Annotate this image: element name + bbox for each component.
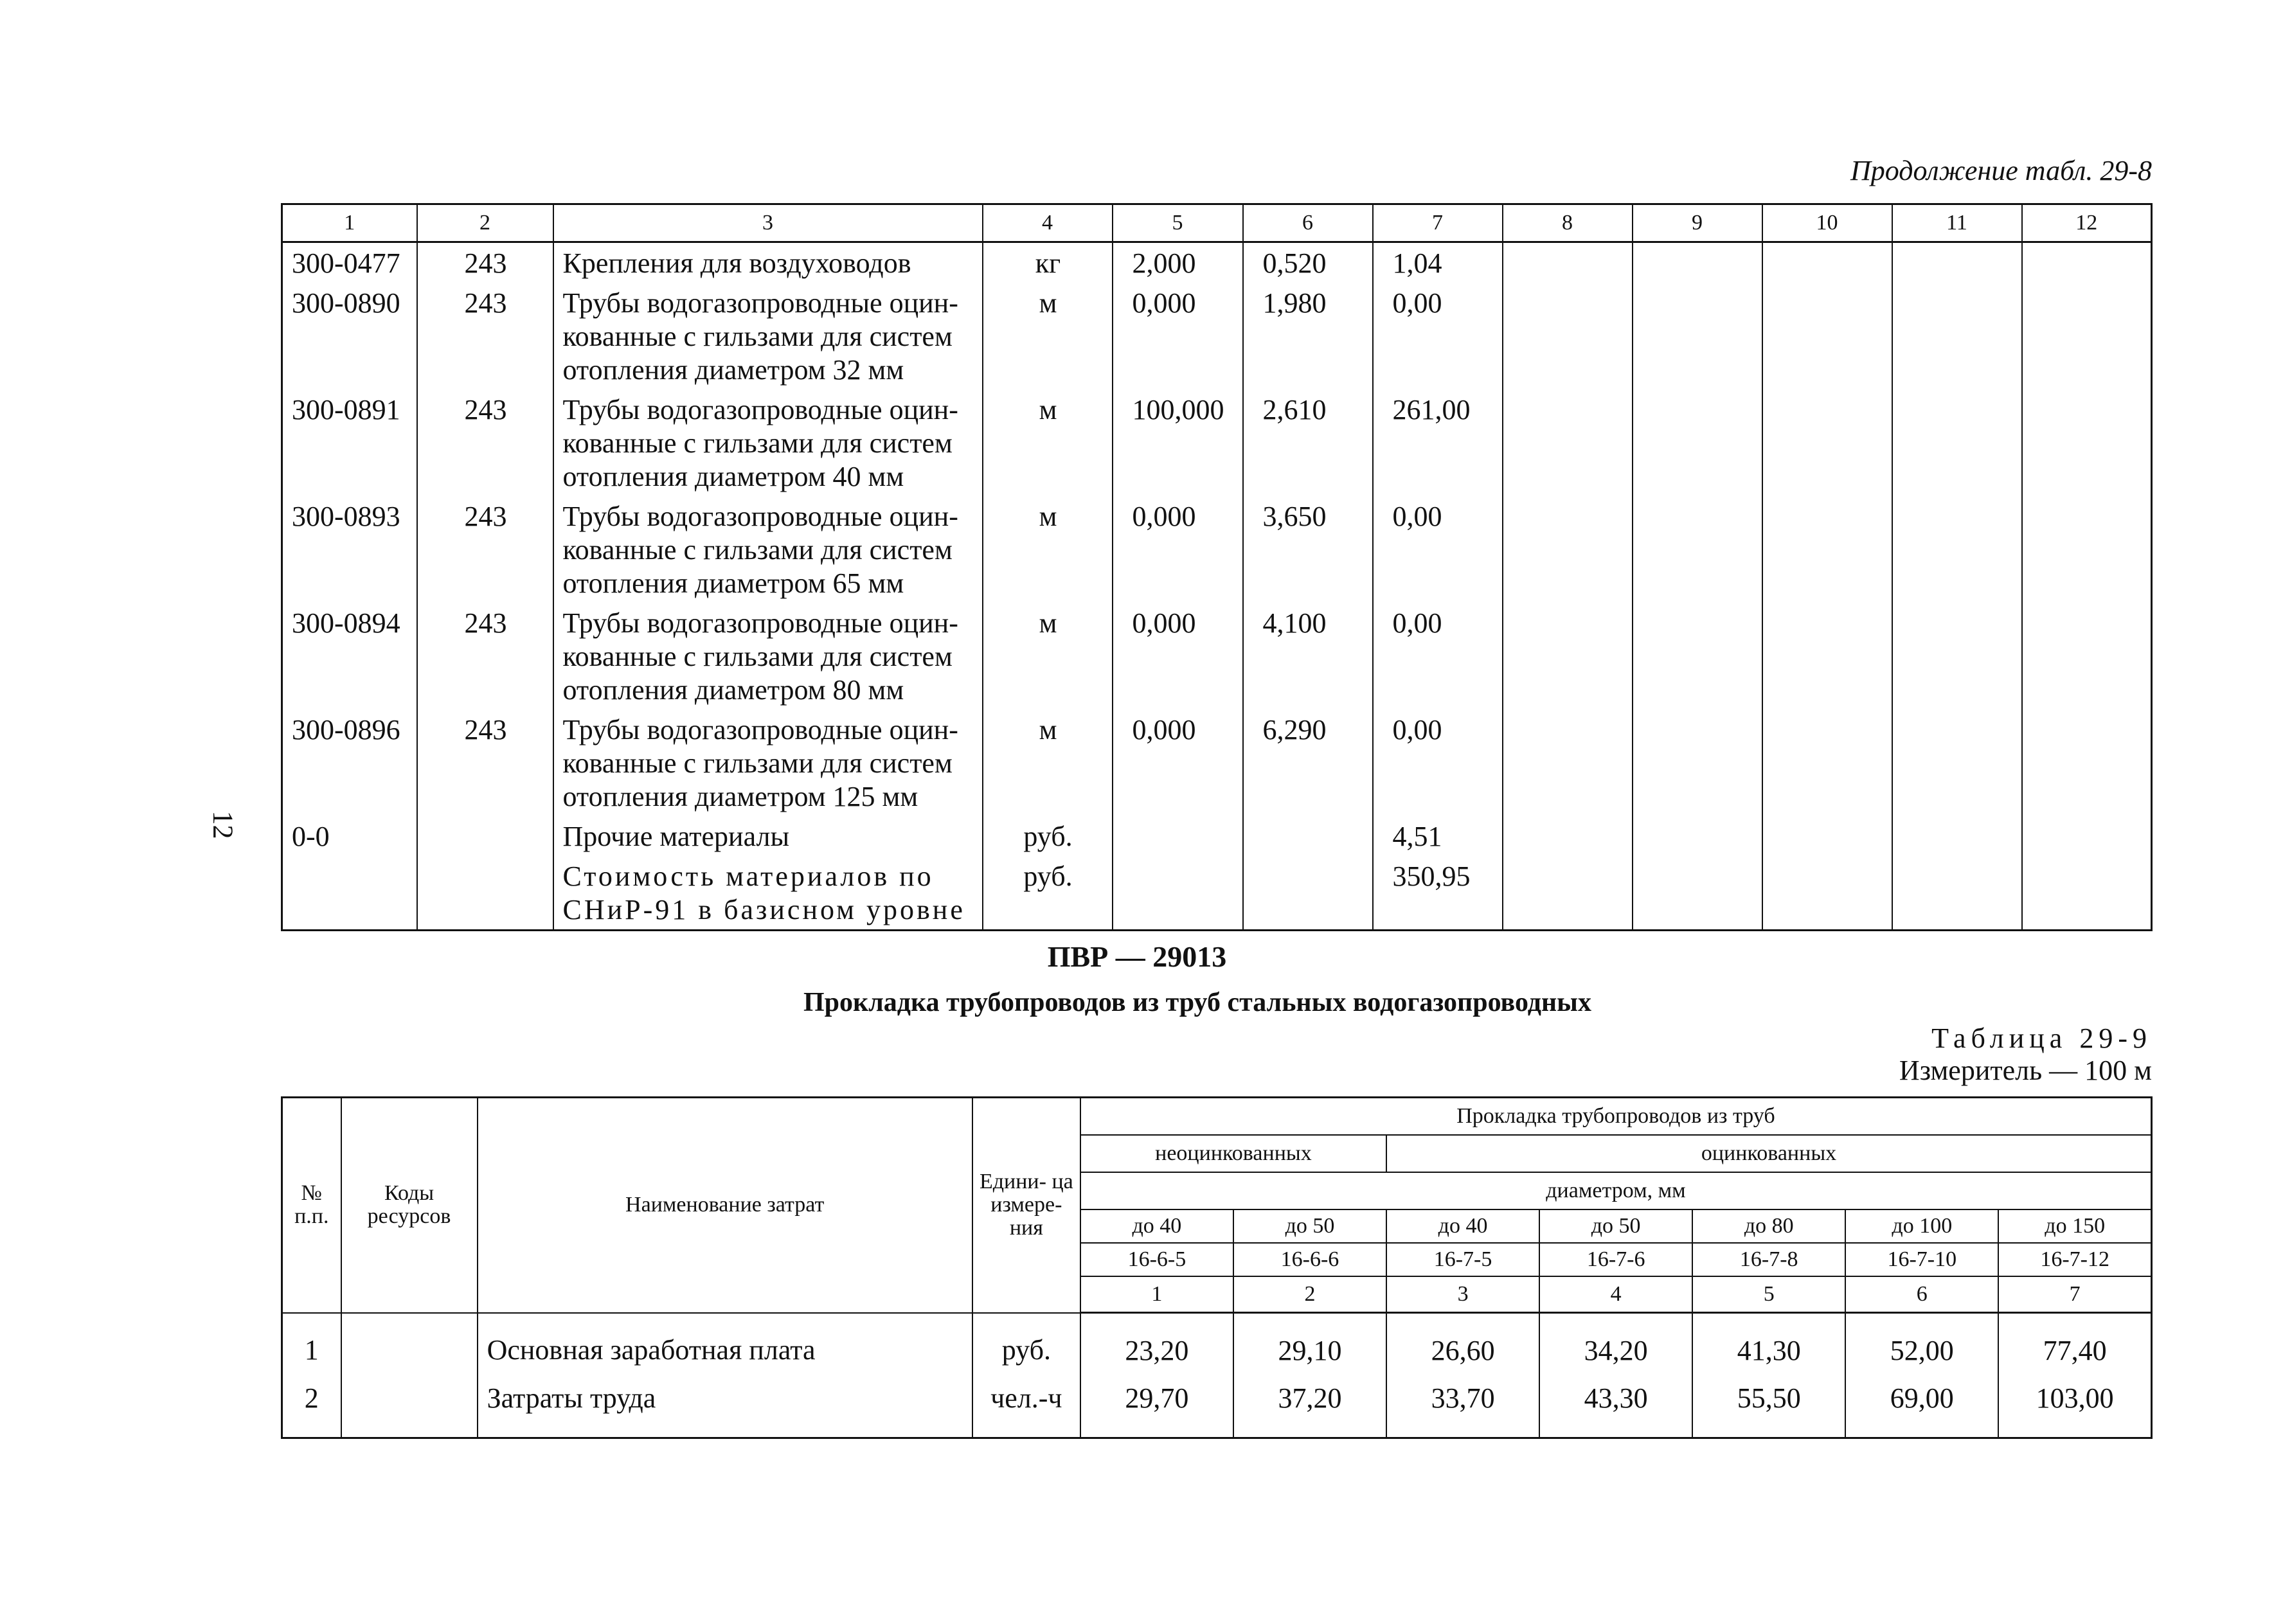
- material-name: [553, 242, 983, 283]
- header-size: до 50: [1233, 1209, 1386, 1243]
- row-number: 2: [282, 1374, 341, 1438]
- header-column-number: 7: [1998, 1276, 2151, 1313]
- empty-cell: [1633, 709, 1762, 816]
- cost-row: [282, 1374, 2152, 1438]
- material-row: [282, 856, 2152, 931]
- material-row: [282, 496, 2152, 603]
- empty-cell: [1633, 496, 1762, 603]
- material-row: [282, 816, 2152, 856]
- empty-cell: [2022, 283, 2152, 389]
- material-name-line: отопления диаметром 40 мм: [562, 461, 904, 492]
- material-name-line: Трубы водогазопроводные оцин-: [562, 394, 958, 425]
- resource-code: 300-0890: [282, 283, 417, 389]
- materials-table: [281, 203, 2153, 931]
- value-col6: 4,100: [1243, 603, 1373, 709]
- empty-cell: [1762, 242, 1892, 283]
- material-name-line: кованные с гильзами для систем: [562, 641, 953, 672]
- value-col6: 2,610: [1243, 389, 1373, 496]
- unit: кг: [983, 242, 1113, 283]
- page-number: 12: [207, 810, 239, 839]
- empty-cell: [2022, 856, 2152, 931]
- cost-value: 26,60: [1386, 1313, 1539, 1375]
- header-size: до 150: [1998, 1209, 2151, 1243]
- header-column-number: 2: [1233, 1276, 1386, 1313]
- empty-cell: [1633, 242, 1762, 283]
- empty-cell: [2022, 603, 2152, 709]
- group-code: 243: [417, 496, 553, 603]
- column-number: 3: [553, 204, 983, 242]
- value-col7: 0,00: [1373, 603, 1503, 709]
- header-column-number: 1: [1080, 1276, 1233, 1313]
- group-code: 243: [417, 709, 553, 816]
- resource-code: 0-0: [282, 816, 417, 856]
- empty-cell: [1503, 709, 1633, 816]
- header-norm-code: 16-6-6: [1233, 1243, 1386, 1276]
- cost-value: 23,20: [1080, 1313, 1233, 1375]
- column-number: 2: [417, 204, 553, 242]
- material-name-line: отопления диаметром 125 мм: [562, 781, 918, 812]
- labor-cost-table-body: [282, 1313, 2152, 1438]
- header-size: до 50: [1539, 1209, 1692, 1243]
- empty-cell: [1892, 496, 2022, 603]
- value-col6: [1243, 816, 1373, 856]
- column-number: 7: [1373, 204, 1503, 242]
- cost-name: Затраты труда: [478, 1374, 972, 1438]
- material-name-line: отопления диаметром 80 мм: [562, 674, 904, 706]
- header-norm-code: 16-7-5: [1386, 1243, 1539, 1276]
- empty-cell: [1892, 603, 2022, 709]
- empty-cell: [1892, 283, 2022, 389]
- header-column-number: 6: [1845, 1276, 1998, 1313]
- resource-code: 300-0893: [282, 496, 417, 603]
- empty-cell: [1762, 603, 1892, 709]
- cost-value: 37,20: [1233, 1374, 1386, 1438]
- material-name-line: СНиР-91 в базисном уровне: [562, 894, 965, 925]
- header-norm-code: 16-7-8: [1692, 1243, 1845, 1276]
- header-size: до 100: [1845, 1209, 1998, 1243]
- empty-cell: [2022, 389, 2152, 496]
- group-code: 243: [417, 242, 553, 283]
- column-number: 6: [1243, 204, 1373, 242]
- value-col6: [1243, 856, 1373, 931]
- material-row: [282, 709, 2152, 816]
- value-col6: 1,980: [1243, 283, 1373, 389]
- material-name-line: отопления диаметром 32 мм: [562, 354, 904, 386]
- material-name: [553, 496, 983, 603]
- empty-cell: [1633, 603, 1762, 709]
- column-number: 12: [2022, 204, 2152, 242]
- header-row-number: № п.п.: [282, 1098, 341, 1313]
- value-col5: 2,000: [1113, 242, 1243, 283]
- resource-code: [341, 1313, 478, 1375]
- header-norm-code: 16-6-5: [1080, 1243, 1233, 1276]
- value-col5: 0,000: [1113, 496, 1243, 603]
- unit: м: [983, 709, 1113, 816]
- group-code: 243: [417, 283, 553, 389]
- cost-value: 41,30: [1692, 1313, 1845, 1375]
- cost-value: 29,10: [1233, 1313, 1386, 1375]
- header-size: до 80: [1692, 1209, 1845, 1243]
- column-number: 4: [983, 204, 1113, 242]
- empty-cell: [1762, 496, 1892, 603]
- value-col6: 0,520: [1243, 242, 1373, 283]
- empty-cell: [2022, 816, 2152, 856]
- cost-value: 103,00: [1998, 1374, 2151, 1438]
- section-code: ПВР — 29013: [1047, 940, 1227, 973]
- empty-cell: [1503, 816, 1633, 856]
- column-number: 1: [282, 204, 417, 242]
- empty-cell: [1892, 242, 2022, 283]
- column-number: 5: [1113, 204, 1243, 242]
- material-name-line: отопления диаметром 65 мм: [562, 567, 904, 599]
- material-name-line: Трубы водогазопроводные оцин-: [562, 287, 958, 319]
- empty-cell: [1503, 283, 1633, 389]
- materials-table-header: [282, 204, 2152, 242]
- material-name-line: Стоимость материалов по: [562, 861, 934, 892]
- header-non-galvanized: неоцинкованных: [1080, 1135, 1386, 1172]
- empty-cell: [2022, 496, 2152, 603]
- header-norm-code: 16-7-10: [1845, 1243, 1998, 1276]
- empty-cell: [1892, 856, 2022, 931]
- empty-cell: [1503, 242, 1633, 283]
- resource-code: 300-0896: [282, 709, 417, 816]
- value-col7: 350,95: [1373, 856, 1503, 931]
- column-number: 8: [1503, 204, 1633, 242]
- table-label: Таблица 29-9: [1931, 1022, 2152, 1054]
- unit: м: [983, 283, 1113, 389]
- empty-cell: [1633, 283, 1762, 389]
- header-size: до 40: [1386, 1209, 1539, 1243]
- group-code: [417, 856, 553, 931]
- resource-code: 300-0477: [282, 242, 417, 283]
- material-name: [553, 389, 983, 496]
- section-title: Прокладка трубопроводов из труб стальных водогазопроводных: [803, 988, 1591, 1017]
- empty-cell: [1892, 389, 2022, 496]
- cost-name: Основная заработная плата: [478, 1313, 972, 1375]
- unit: чел.-ч: [972, 1374, 1080, 1438]
- empty-cell: [1762, 709, 1892, 816]
- group-code: 243: [417, 389, 553, 496]
- header-norm-code: 16-7-12: [1998, 1243, 2151, 1276]
- material-row: [282, 603, 2152, 709]
- header-column-number: 4: [1539, 1276, 1692, 1313]
- column-number: 9: [1633, 204, 1762, 242]
- header-norm-code: 16-7-6: [1539, 1243, 1692, 1276]
- empty-cell: [1762, 816, 1892, 856]
- cost-value: 52,00: [1845, 1313, 1998, 1375]
- header-pipe-laying: Прокладка трубопроводов из труб: [1080, 1098, 2152, 1136]
- labor-cost-table: [281, 1096, 2153, 1439]
- value-col5: 0,000: [1113, 283, 1243, 389]
- cost-row: [282, 1313, 2152, 1375]
- empty-cell: [1503, 603, 1633, 709]
- empty-cell: [1762, 283, 1892, 389]
- empty-cell: [1503, 856, 1633, 931]
- value-col5: 0,000: [1113, 603, 1243, 709]
- material-name-line: Трубы водогазопроводные оцин-: [562, 714, 958, 745]
- value-col7: 4,51: [1373, 816, 1503, 856]
- material-name-line: кованные с гильзами для систем: [562, 427, 953, 459]
- column-number: 10: [1762, 204, 1892, 242]
- group-code: [417, 816, 553, 856]
- empty-cell: [2022, 242, 2152, 283]
- value-col7: 0,00: [1373, 283, 1503, 389]
- material-name: [553, 603, 983, 709]
- material-row: [282, 283, 2152, 389]
- group-code: 243: [417, 603, 553, 709]
- cost-value: 69,00: [1845, 1374, 1998, 1438]
- value-col7: 0,00: [1373, 496, 1503, 603]
- empty-cell: [1892, 816, 2022, 856]
- row-number: 1: [282, 1313, 341, 1375]
- value-col5: [1113, 856, 1243, 931]
- header-column-number: 3: [1386, 1276, 1539, 1313]
- header-column-number: 5: [1692, 1276, 1845, 1313]
- empty-cell: [1762, 389, 1892, 496]
- cost-value: 33,70: [1386, 1374, 1539, 1438]
- material-name-line: кованные с гильзами для систем: [562, 747, 953, 779]
- material-name-line: кованные с гильзами для систем: [562, 321, 953, 352]
- material-name-line: Трубы водогазопроводные оцин-: [562, 501, 958, 532]
- unit: руб.: [983, 816, 1113, 856]
- material-name-line: кованные с гильзами для систем: [562, 534, 953, 566]
- header-galvanized: оцинкованных: [1386, 1135, 2151, 1172]
- unit: руб.: [983, 856, 1113, 931]
- materials-table-body: [282, 242, 2152, 931]
- material-name: [553, 709, 983, 816]
- header-diameter: диаметром, мм: [1080, 1172, 2152, 1209]
- cost-value: 43,30: [1539, 1374, 1692, 1438]
- cost-value: 29,70: [1080, 1374, 1233, 1438]
- empty-cell: [1892, 709, 2022, 816]
- material-name-line: Трубы водогазопроводные оцин-: [562, 607, 958, 639]
- empty-cell: [1633, 389, 1762, 496]
- resource-code: [282, 856, 417, 931]
- value-col6: 3,650: [1243, 496, 1373, 603]
- resource-code: 300-0894: [282, 603, 417, 709]
- unit: м: [983, 389, 1113, 496]
- value-col5: 100,000: [1113, 389, 1243, 496]
- value-col7: 0,00: [1373, 709, 1503, 816]
- value-col7: 261,00: [1373, 389, 1503, 496]
- header-cost-name: Наименование затрат: [478, 1098, 972, 1313]
- cost-value: 77,40: [1998, 1313, 2151, 1375]
- material-name: [553, 856, 983, 931]
- empty-cell: [1762, 856, 1892, 931]
- unit-of-measure: Измеритель — 100 м: [1899, 1055, 2152, 1086]
- value-col5: [1113, 816, 1243, 856]
- empty-cell: [1633, 816, 1762, 856]
- material-name: [553, 283, 983, 389]
- cost-value: 34,20: [1539, 1313, 1692, 1375]
- unit: м: [983, 496, 1113, 603]
- material-row: [282, 389, 2152, 496]
- unit: м: [983, 603, 1113, 709]
- material-row: [282, 242, 2152, 283]
- table-continuation-note: Продолжение табл. 29-8: [1850, 155, 2152, 186]
- material-name: [553, 816, 983, 856]
- unit: руб.: [972, 1313, 1080, 1375]
- header-size: до 40: [1080, 1209, 1233, 1243]
- resource-code: 300-0891: [282, 389, 417, 496]
- empty-cell: [2022, 709, 2152, 816]
- empty-cell: [1503, 389, 1633, 496]
- empty-cell: [1633, 856, 1762, 931]
- cost-value: 55,50: [1692, 1374, 1845, 1438]
- value-col7: 1,04: [1373, 242, 1503, 283]
- header-resource-codes: Коды ресурсов: [341, 1098, 478, 1313]
- value-col5: 0,000: [1113, 709, 1243, 816]
- material-name-line: Крепления для воздуховодов: [562, 247, 911, 279]
- resource-code: [341, 1374, 478, 1438]
- column-number: 11: [1892, 204, 2022, 242]
- value-col6: 6,290: [1243, 709, 1373, 816]
- material-name-line: Прочие материалы: [562, 821, 790, 852]
- empty-cell: [1503, 496, 1633, 603]
- header-unit: Едини- ца измере- ния: [972, 1098, 1080, 1313]
